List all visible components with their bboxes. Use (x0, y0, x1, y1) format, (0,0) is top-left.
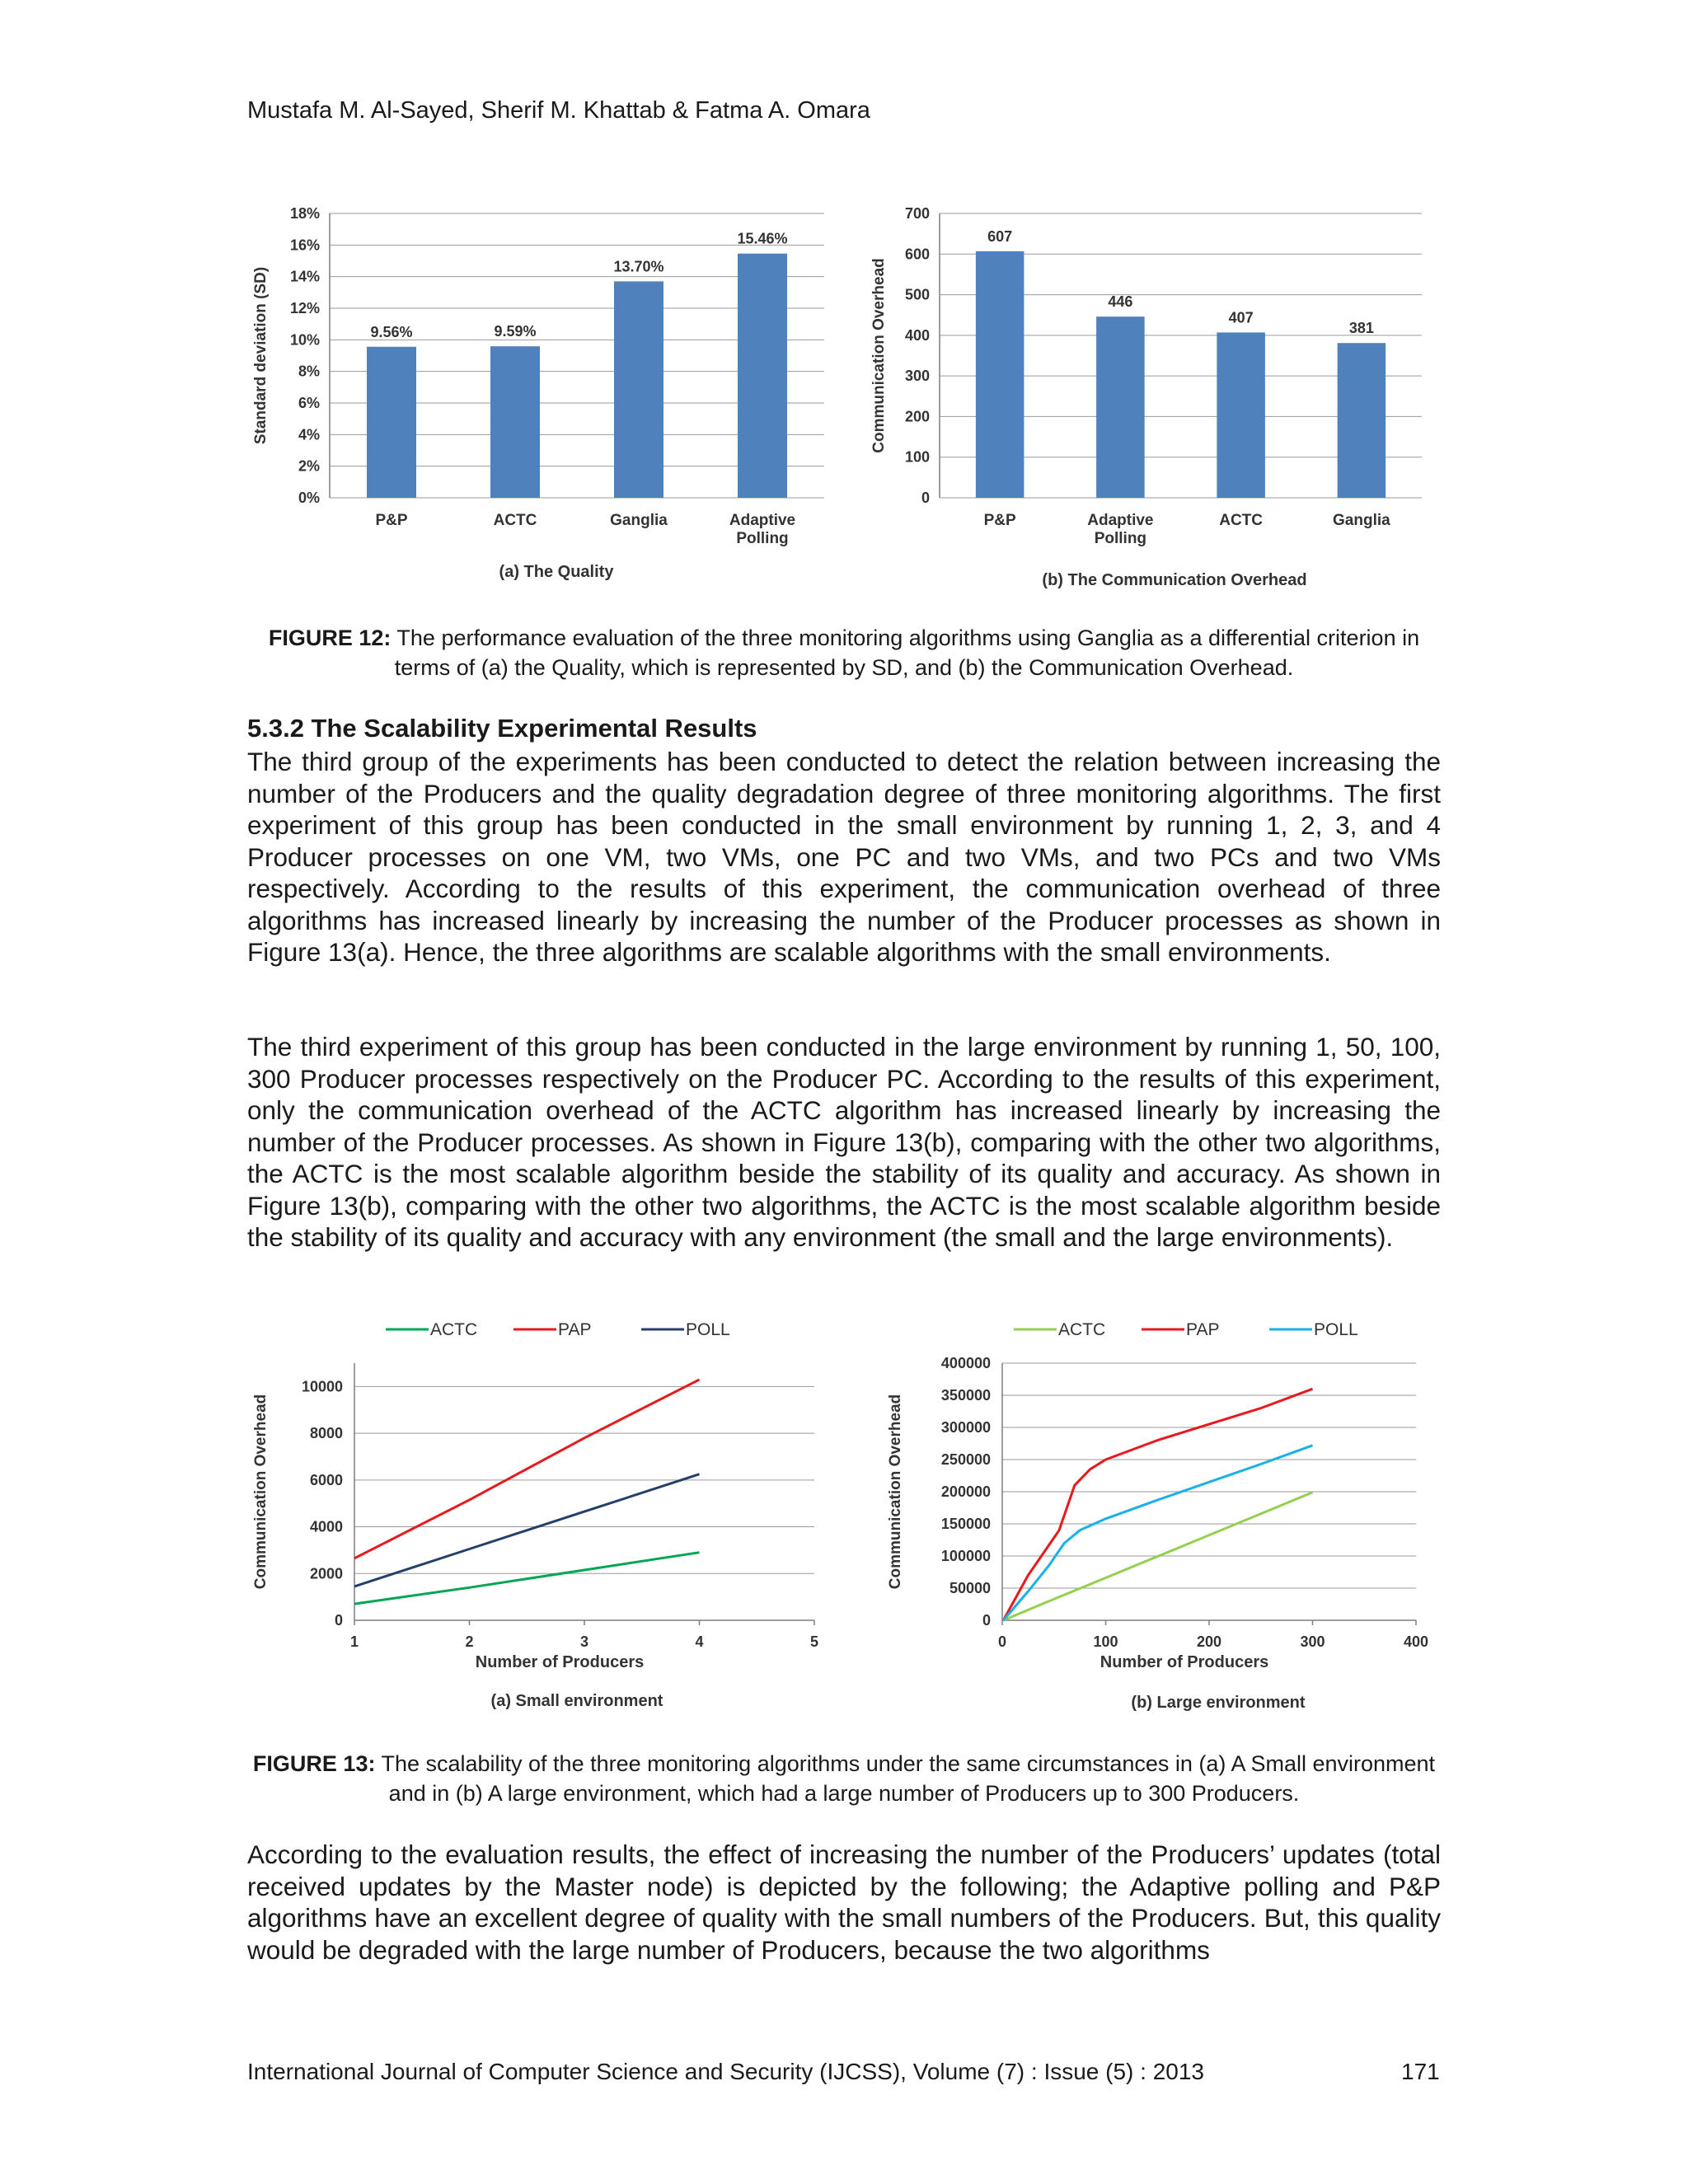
x-tick-label: 4 (695, 1633, 704, 1650)
data-label: 13.70% (613, 258, 664, 275)
figure-12-caption (247, 623, 1441, 682)
y-tick-label: 6% (298, 395, 320, 411)
series-line-actc (354, 1553, 700, 1604)
chart-title: (a) Small environment (490, 1692, 663, 1710)
data-label: 15.46% (737, 230, 788, 247)
figure-13-caption (247, 1749, 1441, 1808)
y-axis-title: Communication Overhead (870, 258, 888, 453)
x-tick-label: Ganglia (1333, 512, 1390, 529)
y-tick-label: 2000 (309, 1565, 343, 1582)
x-tick-label: 200 (1196, 1633, 1222, 1650)
data-label: 9.56% (370, 323, 413, 340)
y-tick-label: 0 (334, 1612, 343, 1629)
bar (490, 346, 540, 498)
x-tick-label: P&P (983, 512, 1016, 529)
data-label: 407 (1228, 309, 1254, 326)
bar (976, 251, 1025, 498)
x-axis-title: Number of Producers (1100, 1653, 1269, 1671)
footer-journal: International Journal of Computer Science and Security (IJCSS), Volume (7) : Issue (5) : 2013 (247, 2059, 1205, 2084)
y-tick-label: 300000 (940, 1419, 991, 1436)
series-line-poll (354, 1474, 700, 1586)
x-tick-label: 0 (997, 1633, 1007, 1650)
figure-12b (857, 198, 1451, 598)
x-tick-label: 1 (349, 1633, 359, 1650)
x-tick-label: Adaptive (729, 512, 796, 529)
y-tick-label: 8000 (309, 1425, 343, 1442)
x-tick-label: 2 (465, 1633, 474, 1650)
small-environment-line-chart (247, 1310, 841, 1714)
legend-label: PAP (1186, 1320, 1220, 1339)
y-tick-label: 6000 (309, 1471, 343, 1488)
communication-overhead-bar-chart (857, 198, 1451, 598)
caption-text: The performance evaluation of the three monitoring algorithms using Ganglia as a differential criterion in terms of (a) the Quality, which is represented by SD, and (b) the Communication Overhead. (394, 626, 1420, 680)
y-axis-title: Communication Overhead (252, 1394, 270, 1590)
paragraph-1: The third group of the experiments has been conducted to detect the relation between increasing the number of the Producers and the quality degradation degree of three monitoring algorithms. The first experiment of this group has been conducted in the small environment by running 1, 2, 3, and 4 Producer processes on one VM, two VMs, one PC and two VMs, and two PCs and two VMs respectively. According to the results of this experiment, the communication overhead of three algorithms has increased linearly by increasing the number of the Producer processes as shown in Figure 13(a). Hence, the three algorithms are scalable algorithms with the small environments. (247, 747, 1441, 967)
bar (367, 347, 416, 498)
legend-label: POLL (1314, 1320, 1358, 1339)
y-tick-label: 50000 (949, 1580, 991, 1596)
paragraph-2: The third experiment of this group has been conducted in the large environment by running 1, 50, 100, 300 Producer processes respectively on the Producer PC. According to the results of this experiment, only the communication overhead of the ACTC algorithm has increased linearly by increasing the number of the Producer processes. As shown in Figure 13(b), comparing with the other two algorithms, the ACTC is the most scalable algorithm beside the stability of its quality and accuracy. As shown in Figure 13(b), comparing with the other two algorithms, the ACTC is the most scalable algorithm beside the stability of its quality and accuracy with any environment (the small and the large environments). (247, 1032, 1441, 1252)
series-line-poll (1003, 1446, 1312, 1620)
data-label: 381 (1348, 320, 1374, 337)
y-tick-label: 250000 (940, 1451, 991, 1468)
bar (614, 281, 663, 498)
x-tick-label: 400 (1403, 1633, 1429, 1650)
y-tick-label: 10% (289, 331, 320, 349)
y-tick-label: 400000 (940, 1355, 991, 1371)
figure-13a (247, 1310, 841, 1714)
x-tick-label: Adaptive (1087, 512, 1154, 529)
paragraph-3: According to the evaluation results, the effect of increasing the number of the Producers’ updates (total received updates by the Master node) is depicted by the following; the Adaptive polling and P&P algorithms have an excellent degree of quality with the small numbers of the Producers. But, this quality would be degraded with the large number of Producers, because the two algorithms (247, 1840, 1441, 1965)
y-tick-label: 4000 (309, 1518, 343, 1535)
x-tick-label: Polling (1094, 530, 1147, 547)
chart-title: (b) The Communication Overhead (1042, 571, 1307, 589)
figure-12a (247, 198, 841, 589)
bar (1217, 332, 1265, 498)
y-tick-label: 100000 (940, 1548, 991, 1564)
x-tick-label: 100 (1093, 1633, 1118, 1650)
x-tick-label: 300 (1300, 1633, 1325, 1650)
y-tick-label: 2% (298, 457, 320, 475)
y-tick-label: 8% (298, 363, 320, 380)
chart-title: (b) Large environment (1131, 1694, 1306, 1712)
legend-label: POLL (686, 1320, 730, 1339)
y-tick-label: 150000 (940, 1516, 991, 1532)
x-tick-label: P&P (375, 512, 408, 529)
x-tick-label: Ganglia (610, 512, 668, 529)
page-header: Mustafa M. Al-Sayed, Sherif M. Khattab & Fatma A. Omara (247, 97, 870, 124)
legend-label: ACTC (430, 1320, 478, 1339)
y-tick-label: 18% (289, 205, 320, 222)
y-tick-label: 4% (298, 426, 320, 443)
y-tick-label: 700 (904, 205, 930, 222)
y-tick-label: 16% (289, 237, 320, 254)
bar (738, 254, 787, 498)
series-line-pap (1003, 1389, 1312, 1620)
y-tick-label: 10000 (301, 1378, 343, 1395)
y-axis-title: Communication Overhead (887, 1394, 904, 1590)
data-label: 446 (1108, 293, 1133, 311)
caption-text: The scalability of the three monitoring algorithms under the same circumstances in (a) A Small environment and in (b) A large environment, which had a large number of Producers up to 300 Producers. (381, 1751, 1436, 1806)
legend-label: ACTC (1058, 1320, 1106, 1339)
y-tick-label: 0 (921, 490, 930, 506)
large-environment-line-chart (874, 1310, 1451, 1714)
y-tick-label: 0 (982, 1612, 991, 1629)
x-tick-label: ACTC (493, 512, 537, 529)
chart-title: (a) The Quality (499, 563, 614, 581)
y-tick-label: 400 (904, 326, 930, 344)
data-label: 9.59% (494, 323, 537, 340)
x-tick-label: ACTC (1219, 512, 1264, 529)
y-tick-label: 600 (904, 246, 930, 263)
caption-label: FIGURE 13: (252, 1751, 376, 1776)
y-axis-title: Standard deviation (SD) (252, 266, 270, 445)
y-tick-label: 14% (289, 268, 320, 285)
legend-label: PAP (558, 1320, 592, 1339)
y-tick-label: 350000 (940, 1387, 991, 1404)
quality-bar-chart (247, 198, 841, 589)
bar (1096, 316, 1145, 498)
x-tick-label: 3 (579, 1633, 589, 1650)
bar (1338, 343, 1386, 498)
data-label: 607 (987, 227, 1013, 245)
y-tick-label: 200 (904, 408, 930, 425)
x-tick-label: 5 (809, 1633, 819, 1650)
y-tick-label: 0% (298, 490, 320, 506)
y-tick-label: 300 (904, 368, 930, 385)
y-tick-label: 12% (289, 300, 320, 316)
y-tick-label: 500 (904, 286, 930, 303)
section-heading: 5.3.2 The Scalability Experimental Results (247, 714, 757, 743)
y-tick-label: 100 (904, 448, 930, 466)
y-tick-label: 200000 (940, 1483, 991, 1500)
page-number: 171 (1401, 2059, 1440, 2084)
x-axis-title: Number of Producers (475, 1653, 645, 1671)
figure-13b (874, 1310, 1451, 1714)
x-tick-label: Polling (736, 530, 789, 547)
caption-label: FIGURE 12: (268, 626, 392, 650)
